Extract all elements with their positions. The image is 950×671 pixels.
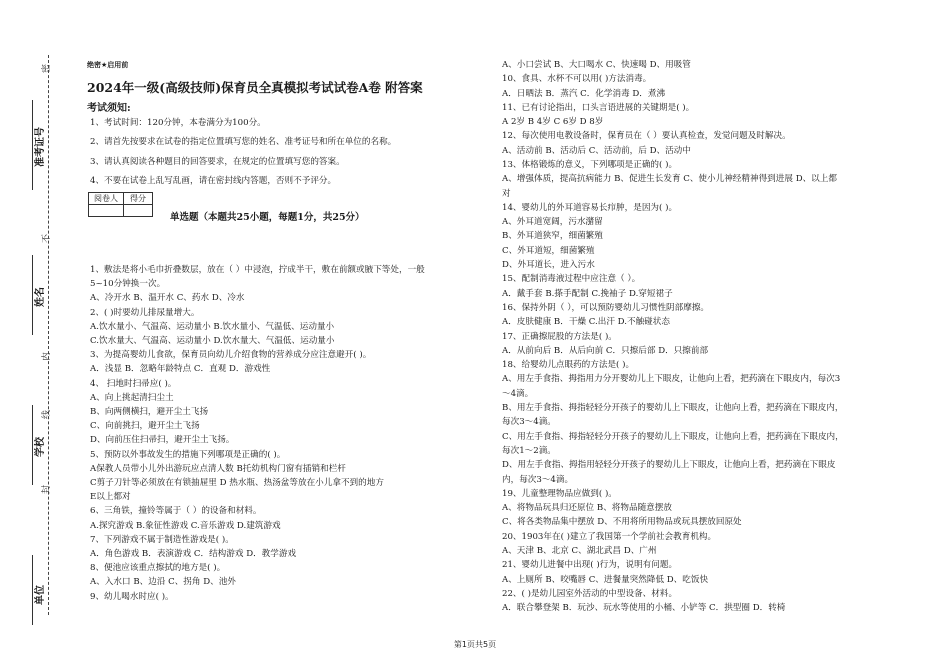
question-line: A．戴手套 B.搽手配制 C.挽袖子 D.穿短裙子 xyxy=(502,288,673,299)
question-line: A．从前向后 B．从后向前 C．只擦后部 D．只擦前部 xyxy=(502,345,709,356)
question-line: 每次3～4滴。 xyxy=(502,417,556,428)
question-line: 21、婴幼儿进餐中出现( )行为，说明有问题。 xyxy=(502,560,678,571)
question-line: 1、敷法是将小毛巾折叠数层，放在（ ）中浸泡，拧成半干，敷在前额或腋下等处，一般 xyxy=(90,265,425,275)
question-line: A、将物品玩具归还原位 B、将物品随意摆放 xyxy=(502,503,672,514)
question-line: A、冷开水 B、温开水 C、药水 D、冷水 xyxy=(90,293,245,304)
question-line: 8、便池应该重点擦拭的地方是( )。 xyxy=(90,563,226,574)
confidential-tag: 绝密★启用前 xyxy=(87,61,129,69)
question-line: C、将各类物品集中摆放 D、不用将所用物品或玩具摆放回原处 xyxy=(502,517,742,528)
question-line: D、用左手食指、拇指用轻轻分开孩子的婴幼儿上下眼皮，让他向上看，把药滴在下眼皮 xyxy=(502,460,836,471)
score-table-score-header: 得分 xyxy=(124,193,153,205)
question-line: ～4滴。 xyxy=(502,388,534,399)
question-line: A．皮肤健康 B．干燥 C.出汗 D.不触碰状态 xyxy=(502,317,670,328)
question-line: 6、三角铁，撞铃等属于（ ）的设备和材料。 xyxy=(90,506,262,517)
sidebar-label-exam-number: 准考证号 xyxy=(35,127,46,167)
question-line: 对 xyxy=(502,188,511,199)
fill-line-name[interactable] xyxy=(32,255,33,335)
score-table-grader-cell[interactable] xyxy=(89,205,124,217)
question-line: A、小口尝试 B、大口喝水 C、快速喝 D、用吸管 xyxy=(502,60,691,70)
question-line: C、用左手食指、拇指轻轻分开孩子的婴幼儿上下眼皮，让他向上看，把药滴在下眼皮内， xyxy=(502,431,844,442)
notice-heading: 考试须知: xyxy=(87,103,131,114)
notice-line: 4、不要在试卷上乱写乱画，请在密封线内答题，否则不予评分。 xyxy=(90,176,337,186)
notice-line: 2、请首先按要求在试卷的指定位置填写您的姓名、准考证号和所在单位的名称。 xyxy=(90,137,397,147)
question-line: A、上厕所 B、咬嘴唇 C、进餐量突然降低 D、吃饭快 xyxy=(502,574,709,585)
question-line: A、活动前 B、活动后 C、活动前，后 D、活动中 xyxy=(502,145,691,156)
question-line: 15、配制消毒液过程中应注意（ ）。 xyxy=(502,274,641,285)
question-line: C剪子刀针等必须放在有锁抽屉里 D 热水瓶、热汤盆等放在小儿拿不到的地方 xyxy=(90,478,384,488)
question-line: A、增强体质，提高抗病能力 B、促进生长发育 C、使小儿神经精神得到进展 D、以上都 xyxy=(502,174,837,185)
fill-line-exam-number[interactable] xyxy=(32,100,33,190)
section-heading: 单选题（本题共25小题，每题1分，共25分） xyxy=(170,212,365,223)
question-line: D、外耳道长，进入污水 xyxy=(502,260,595,270)
question-line: B、用左手食指、拇指轻轻分开孩子的婴幼儿上下眼皮，让他向上看，把药滴在下眼皮内， xyxy=(502,403,844,413)
seal-mark: 线 xyxy=(42,409,53,420)
question-line: A．浅显 B．忽略年龄特点 C．直观 D．游戏性 xyxy=(90,364,271,375)
score-table-score-cell[interactable] xyxy=(124,205,153,217)
question-line: 13、体格锻炼的意义，下列哪项是正确的( )。 xyxy=(502,159,678,170)
question-line: A.饮水量小、气温高、运动量小 B.饮水量小、气温低、运动量小 xyxy=(90,321,335,332)
question-line: A．联合攀登架 B．玩沙、玩水等使用的小桶、小铲等 C．拱型圈 D．转椅 xyxy=(502,603,786,614)
question-line: 19、儿童整理物品应做到( )。 xyxy=(502,488,617,499)
question-line: 20、1903年在( )建立了我国第一个学前社会教育机构。 xyxy=(502,531,717,542)
question-line: A 2岁 B 4岁 C 6岁 D 8岁 xyxy=(502,117,604,127)
question-line: 22、( )是幼儿园室外活动的中型设备、材料。 xyxy=(502,588,678,599)
question-line: B、外耳道狭窄，细菌繁殖 xyxy=(502,231,603,242)
question-line: 18、给婴幼儿点眼药的方法是( )。 xyxy=(502,360,635,371)
question-line: A、外耳道宽阔，污水潴留 xyxy=(502,217,603,228)
page-number: 第1页共5页 xyxy=(453,640,497,649)
question-line: A.探究游戏 B.象征性游戏 C.音乐游戏 D.建筑游戏 xyxy=(90,520,281,531)
question-line: 5、预防以外事故发生的措施下列哪项是正确的( )。 xyxy=(90,449,286,460)
question-line: 14、婴幼儿的外耳道容易长疖肿，是因为( )。 xyxy=(502,202,678,213)
seal-mark: 密 xyxy=(42,63,53,74)
question-line: 每次1～2滴。 xyxy=(502,445,556,456)
question-line: 4、 扫地时扫帚应( )。 xyxy=(90,378,177,389)
binding-line xyxy=(48,55,49,615)
score-table xyxy=(88,192,153,217)
sidebar-label-unit: 单位 xyxy=(35,585,46,605)
question-line: A、用左手食指、拇指用力分开婴幼儿上下眼皮，让他向上看，把药滴在下眼皮内，每次3 xyxy=(502,374,841,385)
question-line: A．角色游戏 B．表演游戏 C．结构游戏 D．教学游戏 xyxy=(90,549,297,559)
seal-mark: 封 xyxy=(42,484,53,495)
question-line: 内，每次3～4滴。 xyxy=(502,474,574,485)
question-line: A、向上挑起清扫尘土 xyxy=(90,392,174,403)
question-line: 3、为提高婴幼儿食欲，保育员向幼儿介绍食物的营养成分应注意避开( )。 xyxy=(90,350,372,361)
sidebar-label-school: 学校 xyxy=(35,437,46,457)
question-line: 12、每次使用电教设备时，保育员在（ ）要认真检查，发觉问题及时解决。 xyxy=(502,131,791,142)
question-line: 10、食具、水杯不可以用( )方法消毒。 xyxy=(502,74,652,85)
fill-line-school[interactable] xyxy=(32,405,33,485)
question-line: C、外耳道短，细菌繁殖 xyxy=(502,245,595,256)
sidebar-label-name: 姓名 xyxy=(35,287,46,307)
seal-mark: 不 xyxy=(42,233,53,244)
question-line: 2、( )时要幼儿排尿量增大。 xyxy=(90,307,200,318)
fill-line-unit[interactable] xyxy=(32,555,33,625)
question-line: A、入水口 B、边沿 C、拐角 D、池外 xyxy=(90,577,236,588)
question-line: 5~10分钟换一次。 xyxy=(90,279,166,290)
score-table-grader-header: 阅卷人 xyxy=(89,193,124,205)
question-line: C.饮水量大、气温高、运动量小 D.饮水量大、气温低、运动量小 xyxy=(90,336,335,346)
question-line: A、天津 B、北京 C、湖北武昌 D、广州 xyxy=(502,546,657,556)
question-line: B、向两侧横扫，避开尘土飞扬 xyxy=(90,407,209,417)
notice-line: 3、请认真阅读各种题目的回答要求，在规定的位置填写您的答案。 xyxy=(90,157,345,167)
question-line: A保教人员带小儿外出游玩应点清人数 B托幼机构门窗有插销和栏杆 xyxy=(90,463,346,474)
seal-mark: 内 xyxy=(42,351,53,362)
question-line: C、向前挑扫，避开尘土飞扬 xyxy=(90,421,200,432)
notice-line: 1、考试时间：120分钟，本卷满分为100分。 xyxy=(90,118,266,128)
question-line: D、向前压住扫帚扫，避开尘土飞扬。 xyxy=(90,435,235,446)
question-line: 11、已有讨论指出，口头言语进展的关键期是( )。 xyxy=(502,102,695,113)
question-line: 9、幼儿喝水时应( )。 xyxy=(90,591,174,602)
question-line: A．日晒法 B．蒸汽 C．化学消毒 D．煮沸 xyxy=(502,88,666,99)
question-line: 16、保持外阴（ ），可以预防婴幼儿习惯性阴部摩擦。 xyxy=(502,302,710,313)
question-line: 17、正确擦屁股的方法是( )。 xyxy=(502,331,617,342)
question-line: E以上都对 xyxy=(90,492,131,503)
page-title: 2024年一级(高级技师)保育员全真模拟考试试卷A卷 附答案 xyxy=(87,80,423,95)
question-line: 7、下列游戏不属于制造性游戏是( )。 xyxy=(90,534,234,545)
